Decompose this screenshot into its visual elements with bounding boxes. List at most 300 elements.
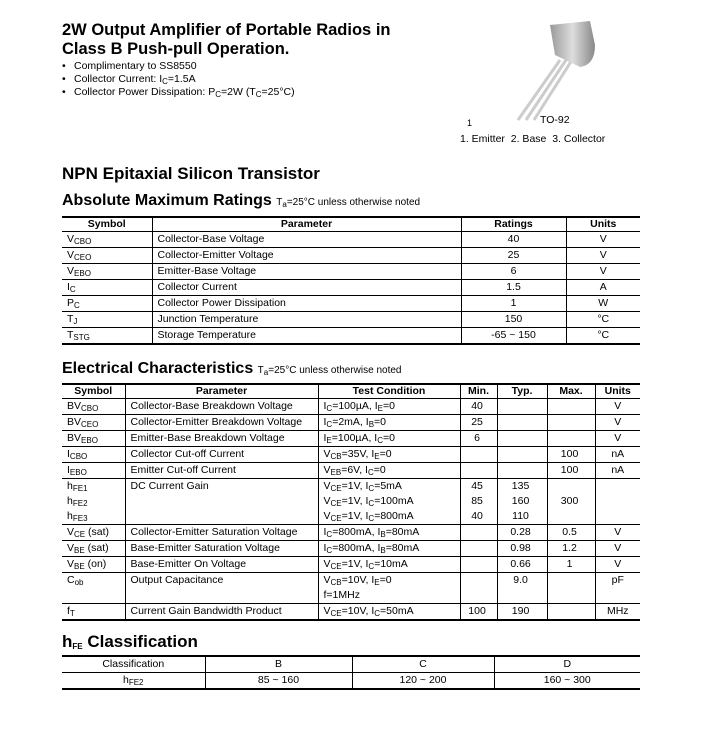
max-cell	[547, 557, 595, 573]
unit-cell	[595, 447, 640, 463]
text: Collector Power Dissipation: P	[74, 86, 216, 98]
text: Classification	[82, 632, 198, 651]
unit-cell	[595, 431, 640, 447]
subscript: FE1	[72, 484, 88, 493]
subscript: STG	[73, 333, 90, 342]
text: 6	[474, 432, 480, 444]
elec-title: Electrical Characteristics	[62, 360, 254, 377]
table-row	[62, 447, 640, 463]
subscript: C	[374, 609, 381, 618]
text: =0	[379, 574, 392, 586]
subscript: EBO	[74, 269, 91, 278]
text: pF	[611, 574, 624, 586]
text: V	[67, 265, 75, 277]
parameter-cell	[125, 525, 318, 541]
typ-cell	[497, 557, 547, 573]
rating-cell	[461, 232, 566, 248]
text: 6	[510, 265, 517, 277]
table-row	[62, 232, 640, 248]
table-row	[62, 248, 640, 264]
text: Collector Current	[157, 281, 237, 293]
symbol-cell	[62, 525, 125, 541]
symbol-cell	[62, 415, 125, 431]
text: V	[67, 249, 75, 261]
elec-heading	[62, 360, 401, 378]
text: Emitter Cut-off Current	[130, 464, 236, 476]
text: Junction Temperature	[157, 313, 259, 325]
to92-package-image	[480, 15, 610, 125]
subscript: FE	[72, 642, 83, 651]
text: f=1MHz	[323, 589, 360, 601]
text: °C	[597, 329, 610, 341]
rating-cell	[461, 248, 566, 264]
max-cell	[547, 525, 595, 541]
text: DC Current Gain	[130, 480, 209, 492]
max-cell	[547, 431, 595, 447]
text: =35V, I	[341, 448, 375, 460]
typ-cell	[497, 463, 547, 479]
table-row	[62, 573, 640, 604]
table-row	[62, 280, 640, 296]
subscript: C	[326, 546, 333, 555]
subscript: C	[368, 484, 375, 493]
text: Collector-Emitter Voltage	[157, 249, 274, 261]
text: C	[67, 574, 75, 586]
condition-cell	[318, 604, 460, 621]
subscript: C	[367, 468, 374, 477]
column-header	[497, 384, 547, 399]
table-row	[62, 312, 640, 328]
parameter-cell	[125, 573, 318, 604]
text: =0	[379, 448, 392, 460]
text: P	[67, 297, 75, 309]
subscript: E	[326, 436, 332, 445]
text: Test Condition	[352, 385, 426, 397]
text: V	[67, 233, 75, 245]
symbol-cell	[62, 541, 125, 557]
table-row	[62, 479, 640, 525]
unit-cell	[566, 296, 640, 312]
feature-item	[62, 86, 390, 99]
feature-item	[62, 73, 390, 86]
hfe-value: 120 ~ 200	[352, 673, 494, 690]
text: 40	[471, 400, 483, 412]
unit-cell	[595, 415, 640, 431]
max-cell	[547, 541, 595, 557]
text: =10mA	[374, 558, 408, 570]
symbol-cell	[62, 573, 125, 604]
text: V	[614, 526, 622, 538]
text: (sat)	[84, 542, 109, 554]
column-header	[547, 384, 595, 399]
text: =1V, I	[341, 558, 369, 570]
unit-cell	[566, 232, 640, 248]
text: I	[323, 526, 327, 538]
hfe-header: C	[352, 656, 494, 673]
text: =1V, I	[341, 510, 369, 522]
text: Emitter-Base Breakdown Voltage	[130, 432, 285, 444]
text: Storage Temperature	[157, 329, 256, 341]
column-header	[152, 217, 461, 232]
text: =25°C unless otherwise noted	[286, 197, 421, 208]
subscript: CBO	[81, 404, 99, 413]
typ-cell	[497, 447, 547, 463]
text: V	[599, 265, 607, 277]
parameter-cell	[125, 415, 318, 431]
typ-cell	[497, 479, 547, 525]
min-cell	[460, 399, 497, 415]
subscript: CE	[74, 530, 86, 539]
subscript: T	[69, 609, 75, 618]
text: 0.5	[562, 526, 577, 538]
subscript: E	[377, 404, 384, 413]
rating-cell	[461, 264, 566, 280]
abs-max-note	[276, 197, 420, 208]
condition-cell	[318, 415, 460, 431]
rating-cell	[461, 328, 566, 345]
subscript: CBO	[69, 452, 88, 461]
column-header	[595, 384, 640, 399]
text: W	[598, 297, 609, 309]
typ-cell	[497, 525, 547, 541]
subscript: CE	[330, 484, 342, 493]
parameter-cell	[125, 541, 318, 557]
symbol-cell	[62, 604, 125, 621]
text: =1V, I	[341, 480, 369, 492]
text: V	[323, 558, 331, 570]
parameter-cell	[152, 312, 461, 328]
text: Parameter	[280, 218, 333, 230]
abs-max-table	[62, 216, 640, 345]
text: Max.	[559, 385, 583, 397]
unit-cell	[566, 248, 640, 264]
text: V	[614, 542, 622, 554]
hfe-heading	[62, 632, 198, 652]
typ-cell	[497, 604, 547, 621]
condition-cell	[318, 431, 460, 447]
text: V	[614, 400, 622, 412]
text: nA	[611, 448, 625, 460]
text: =800mA, I	[332, 526, 381, 538]
subscript: CB	[330, 578, 342, 587]
max-cell	[547, 447, 595, 463]
text: h	[67, 495, 73, 507]
subscript: B	[368, 420, 375, 429]
text: 0.98	[510, 542, 531, 554]
subscript: C	[377, 436, 384, 445]
table-row	[62, 399, 640, 415]
symbol-cell	[62, 557, 125, 573]
text: V	[614, 558, 622, 570]
text: 40	[471, 510, 483, 522]
title-line-2: Class B Push-pull Operation.	[62, 40, 290, 58]
symbol-cell	[62, 280, 152, 296]
rating-cell	[461, 280, 566, 296]
text: =0	[374, 416, 387, 428]
abs-max-heading	[62, 192, 420, 210]
text: =25°C unless otherwise noted	[268, 365, 402, 376]
text: =25°C)	[261, 86, 295, 98]
unit-cell	[595, 573, 640, 604]
text: V	[323, 605, 331, 617]
parameter-cell	[152, 264, 461, 280]
subscript: a	[282, 200, 287, 209]
column-header	[318, 384, 460, 399]
text: BV	[67, 400, 82, 412]
subscript: J	[73, 317, 78, 326]
condition-cell	[318, 399, 460, 415]
subscript: EBO	[81, 436, 98, 445]
hfe-classification-table	[62, 655, 640, 690]
column-header	[62, 217, 152, 232]
text: T	[67, 329, 74, 341]
unit-cell	[595, 399, 640, 415]
text: V	[323, 464, 331, 476]
subscript: EBO	[69, 468, 87, 477]
text: A	[599, 281, 607, 293]
parameter-cell	[125, 399, 318, 415]
condition-cell	[318, 557, 460, 573]
symbol-cell	[62, 479, 125, 525]
unit-cell	[566, 264, 640, 280]
text: 45	[471, 480, 483, 492]
text: V	[67, 558, 75, 570]
table-row	[62, 463, 640, 479]
text: Ratings	[494, 218, 533, 230]
text: 135	[511, 480, 530, 492]
text: =0	[383, 432, 395, 444]
min-cell	[460, 573, 497, 604]
electrical-characteristics-table	[62, 383, 640, 621]
subscript: BE	[74, 546, 85, 555]
subscript: EB	[330, 468, 342, 477]
subscript: C	[368, 514, 375, 523]
text: 160	[511, 495, 530, 507]
text: 100	[560, 464, 579, 476]
subscript: CEO	[81, 420, 99, 429]
header	[62, 21, 390, 99]
text: 25	[507, 249, 520, 261]
max-cell	[547, 573, 595, 604]
table-row	[62, 541, 640, 557]
unit-cell	[566, 280, 640, 296]
symbol-cell	[62, 296, 152, 312]
text: =50mA	[380, 605, 414, 617]
subscript: CE	[330, 514, 342, 523]
text: Typ.	[511, 385, 533, 397]
text: 150	[504, 313, 523, 325]
rating-cell	[461, 296, 566, 312]
text: =100µA, I	[331, 432, 378, 444]
text: Units	[590, 218, 617, 230]
symbol-cell	[62, 328, 152, 345]
feature-item	[62, 60, 390, 73]
table-row	[62, 604, 640, 621]
text: Collector-Emitter Saturation Voltage	[130, 526, 298, 538]
table-row	[62, 415, 640, 431]
text: V	[599, 249, 607, 261]
text: (sat)	[85, 526, 110, 538]
text: 100	[468, 605, 486, 617]
text: T	[257, 365, 264, 376]
text: -65 ~ 150	[491, 329, 536, 341]
text: =2mA, I	[332, 416, 369, 428]
text: =10V, I	[341, 574, 375, 586]
column-header	[566, 217, 640, 232]
text: 110	[512, 510, 529, 522]
text: V	[323, 574, 331, 586]
table-row	[62, 525, 640, 541]
subscript: C	[326, 530, 333, 539]
text: I	[323, 432, 327, 444]
condition-cell	[318, 541, 460, 557]
text: V	[614, 432, 622, 444]
text: Output Capacitance	[130, 574, 224, 586]
text: =6V, I	[341, 464, 368, 476]
subscript: a	[263, 368, 269, 377]
text: =80mA	[385, 526, 420, 538]
condition-cell	[318, 479, 460, 525]
parameter-cell	[125, 431, 318, 447]
symbol-cell	[62, 232, 152, 248]
min-cell	[460, 415, 497, 431]
subscript: FE2	[128, 678, 144, 687]
text: Emitter-Base Voltage	[157, 265, 257, 277]
pin-1-marker: 1	[467, 118, 473, 128]
unit-cell	[595, 463, 640, 479]
min-cell	[460, 541, 497, 557]
text: Collector Power Dissipation	[157, 297, 286, 309]
table-row	[62, 328, 640, 345]
text: Complimentary to SS8550	[74, 60, 197, 72]
text: =2W (T	[221, 86, 256, 98]
text: =100mA	[374, 495, 414, 507]
text: Collector-Base Voltage	[157, 233, 265, 245]
hfe-header: Classification	[62, 656, 205, 673]
text: 100	[560, 448, 579, 460]
hfe-header: D	[494, 656, 640, 673]
min-cell	[460, 604, 497, 621]
text: V	[599, 233, 607, 245]
text: Collector-Base Breakdown Voltage	[130, 400, 293, 412]
text: =5mA	[374, 480, 402, 492]
symbol-cell	[62, 399, 125, 415]
subscript: CB	[330, 452, 342, 461]
text: 1.5	[506, 281, 521, 293]
table-row	[62, 296, 640, 312]
text: Symbol	[74, 385, 113, 397]
subscript: C	[74, 301, 80, 310]
text: I	[323, 416, 327, 428]
text: h	[67, 480, 73, 492]
text: h	[62, 632, 73, 651]
subscript: ob	[74, 578, 84, 587]
symbol-cell	[62, 312, 152, 328]
text: T	[276, 197, 283, 208]
text: V	[323, 510, 331, 522]
max-cell	[547, 463, 595, 479]
text: BV	[67, 416, 82, 428]
table-row	[62, 264, 640, 280]
subscript: B	[380, 530, 386, 539]
text: 300	[560, 495, 579, 507]
unit-cell	[595, 541, 640, 557]
text: Base-Emitter Saturation Voltage	[130, 542, 280, 554]
parameter-cell	[125, 447, 318, 463]
text: Collector Cut-off Current	[130, 448, 245, 460]
subscript: E	[374, 578, 380, 587]
typ-cell	[497, 399, 547, 415]
text: Current Gain Bandwidth Product	[130, 605, 282, 617]
text: f	[67, 605, 70, 617]
parameter-cell	[152, 280, 461, 296]
text: (on)	[84, 558, 107, 570]
text: h	[67, 510, 73, 522]
text: 1	[510, 297, 517, 309]
text: 1.2	[562, 542, 577, 554]
max-cell	[547, 479, 595, 525]
subscript: BE	[74, 562, 85, 571]
condition-cell	[318, 447, 460, 463]
text: =0	[373, 464, 386, 476]
text: 40	[507, 233, 520, 245]
elec-note	[258, 365, 402, 376]
table-row	[62, 431, 640, 447]
hfe-value: 160 ~ 300	[494, 673, 640, 690]
hfe-row-label	[62, 673, 205, 690]
subscript: C	[326, 404, 333, 413]
symbol-cell	[62, 447, 125, 463]
text: 0.66	[510, 558, 531, 570]
condition-cell	[318, 463, 460, 479]
parameter-cell	[152, 232, 461, 248]
text: 25	[471, 416, 483, 428]
max-cell	[547, 399, 595, 415]
parameter-cell	[152, 248, 461, 264]
text: V	[67, 526, 75, 538]
column-header	[460, 384, 497, 399]
text: Units	[604, 385, 631, 397]
abs-max-title: Absolute Maximum Ratings	[62, 192, 272, 209]
text: V	[614, 416, 622, 428]
min-cell	[460, 479, 497, 525]
typ-cell	[497, 573, 547, 604]
text: Symbol	[87, 218, 126, 230]
text: I	[323, 400, 327, 412]
condition-cell	[318, 573, 460, 604]
text: I	[67, 281, 70, 293]
text: V	[323, 495, 331, 507]
table-row	[62, 557, 640, 573]
text: Parameter	[195, 385, 248, 397]
min-cell	[460, 557, 497, 573]
hfe-header: B	[205, 656, 352, 673]
parameter-cell	[125, 463, 318, 479]
text: T	[67, 313, 74, 325]
column-header	[62, 384, 125, 399]
subscript: C	[255, 90, 262, 99]
subscript: C	[326, 420, 333, 429]
min-cell	[460, 463, 497, 479]
text: °C	[597, 313, 610, 325]
text: h	[122, 674, 129, 686]
package-label: TO-92	[540, 114, 570, 126]
text: 0.28	[510, 526, 531, 538]
text: Min.	[468, 385, 489, 397]
symbol-cell	[62, 264, 152, 280]
text: MHz	[606, 605, 629, 617]
parameter-cell	[125, 604, 318, 621]
